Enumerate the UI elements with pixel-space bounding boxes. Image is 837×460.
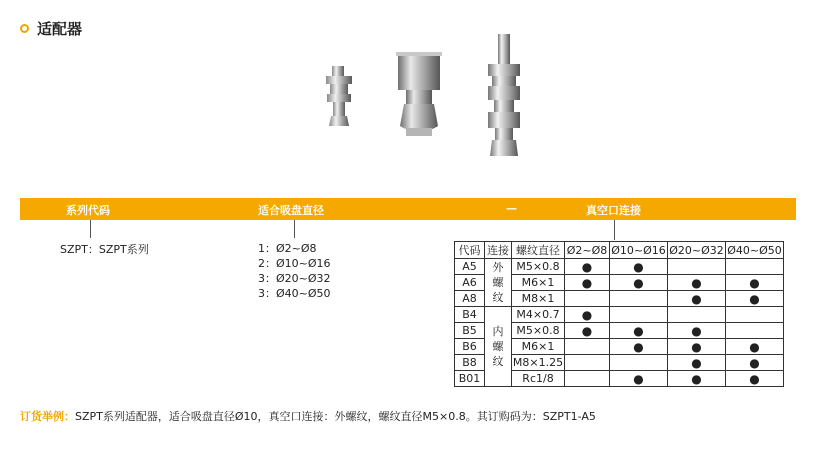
- diameter-option: 3：Ø40~Ø50: [258, 287, 331, 300]
- internal-thread-label: 内 螺 纹: [485, 307, 512, 387]
- diameter-option: 1：Ø2~Ø8: [258, 242, 317, 255]
- mark-cell: [726, 307, 784, 323]
- mark-cell: [726, 259, 784, 275]
- mark-cell: ●: [565, 307, 610, 323]
- diameter-options: [258, 241, 331, 301]
- code-cell: B01: [455, 371, 485, 387]
- mark-cell: ●: [610, 339, 668, 355]
- mark-cell: [610, 307, 668, 323]
- mark-cell: ●: [726, 355, 784, 371]
- order-example-label: 订货举例：: [20, 410, 75, 423]
- thread-cell: Rc1/8: [512, 371, 565, 387]
- code-cell: A6: [455, 275, 485, 291]
- column-header: 代码: [455, 242, 485, 259]
- mark-cell: ●: [726, 339, 784, 355]
- code-cell: B8: [455, 355, 485, 371]
- diameter-option: 3：Ø20~Ø32: [258, 272, 331, 285]
- column-header: Ø2~Ø8: [565, 242, 610, 259]
- medium-adapter-image: [392, 50, 448, 150]
- mark-cell: ●: [610, 275, 668, 291]
- series-code-label: 系列代码: [66, 204, 110, 217]
- thread-cell: M6×1: [512, 275, 565, 291]
- mark-cell: [565, 339, 610, 355]
- mark-cell: ●: [668, 371, 726, 387]
- mark-cell: ●: [565, 275, 610, 291]
- diameter-option: 2：Ø10~Ø16: [258, 257, 331, 270]
- thread-cell: M5×0.8: [512, 259, 565, 275]
- external-thread-label: 外 螺 纹: [485, 259, 512, 307]
- mark-cell: ●: [610, 259, 668, 275]
- mark-cell: ●: [726, 291, 784, 307]
- mark-cell: ●: [668, 291, 726, 307]
- vacuum-port-label: 真空口连接: [586, 204, 641, 217]
- column-header: Ø40~Ø50: [727, 243, 782, 257]
- mark-cell: ●: [668, 355, 726, 371]
- vacuum-connector-line: [614, 220, 615, 240]
- column-header: 螺纹直径: [512, 242, 565, 259]
- page-title: 适配器: [37, 20, 83, 38]
- mark-cell: [565, 355, 610, 371]
- series-note: SZPT：SZPT系列: [60, 243, 149, 256]
- code-cell: B5: [455, 323, 485, 339]
- code-cell: A5: [455, 259, 485, 275]
- thread-spec-table: [454, 241, 784, 387]
- mark-cell: ●: [668, 339, 726, 355]
- mark-cell: ●: [668, 323, 726, 339]
- mark-cell: ●: [610, 323, 668, 339]
- mark-cell: ●: [726, 275, 784, 291]
- mark-cell: [610, 291, 668, 307]
- column-header: Ø20~Ø32: [669, 243, 724, 257]
- suction-diameter-label: 适合吸盘直径: [258, 204, 324, 217]
- order-example-text: SZPT系列适配器，适合吸盘直径Ø10，真空口连接：外螺纹，螺纹直径M5×0.8。其订购码为：SZPT1-A5: [75, 410, 596, 423]
- dash-separator: —: [506, 202, 517, 215]
- column-header: 连接: [485, 242, 512, 259]
- code-cell: B4: [455, 307, 485, 323]
- small-adapter-image: [318, 64, 360, 134]
- mark-cell: [565, 371, 610, 387]
- code-cell: A8: [455, 291, 485, 307]
- mark-cell: [726, 323, 784, 339]
- circle-bullet-icon: [20, 24, 29, 33]
- mark-cell: [610, 355, 668, 371]
- mark-cell: [668, 259, 726, 275]
- series-connector-line: [90, 220, 91, 238]
- mark-cell: ●: [610, 371, 668, 387]
- mark-cell: ●: [668, 275, 726, 291]
- mark-cell: [668, 307, 726, 323]
- thread-cell: M5×0.8: [512, 323, 565, 339]
- mark-cell: ●: [565, 259, 610, 275]
- large-adapter-image: [480, 32, 530, 164]
- column-header: Ø10~Ø16: [611, 243, 666, 257]
- mark-cell: [565, 291, 610, 307]
- section-header: [20, 18, 82, 39]
- thread-cell: M8×1: [512, 291, 565, 307]
- code-structure-bar: [20, 198, 796, 220]
- code-cell: B6: [455, 339, 485, 355]
- diameter-connector-line: [294, 220, 295, 238]
- mark-cell: ●: [565, 323, 610, 339]
- order-example: [20, 408, 596, 424]
- thread-cell: M4×0.7: [512, 307, 565, 323]
- mark-cell: ●: [726, 371, 784, 387]
- table-header-row: [455, 242, 784, 259]
- table-row: [455, 307, 784, 323]
- thread-cell: M8×1.25: [512, 356, 564, 369]
- thread-cell: M6×1: [512, 339, 565, 355]
- table-row: [455, 259, 784, 275]
